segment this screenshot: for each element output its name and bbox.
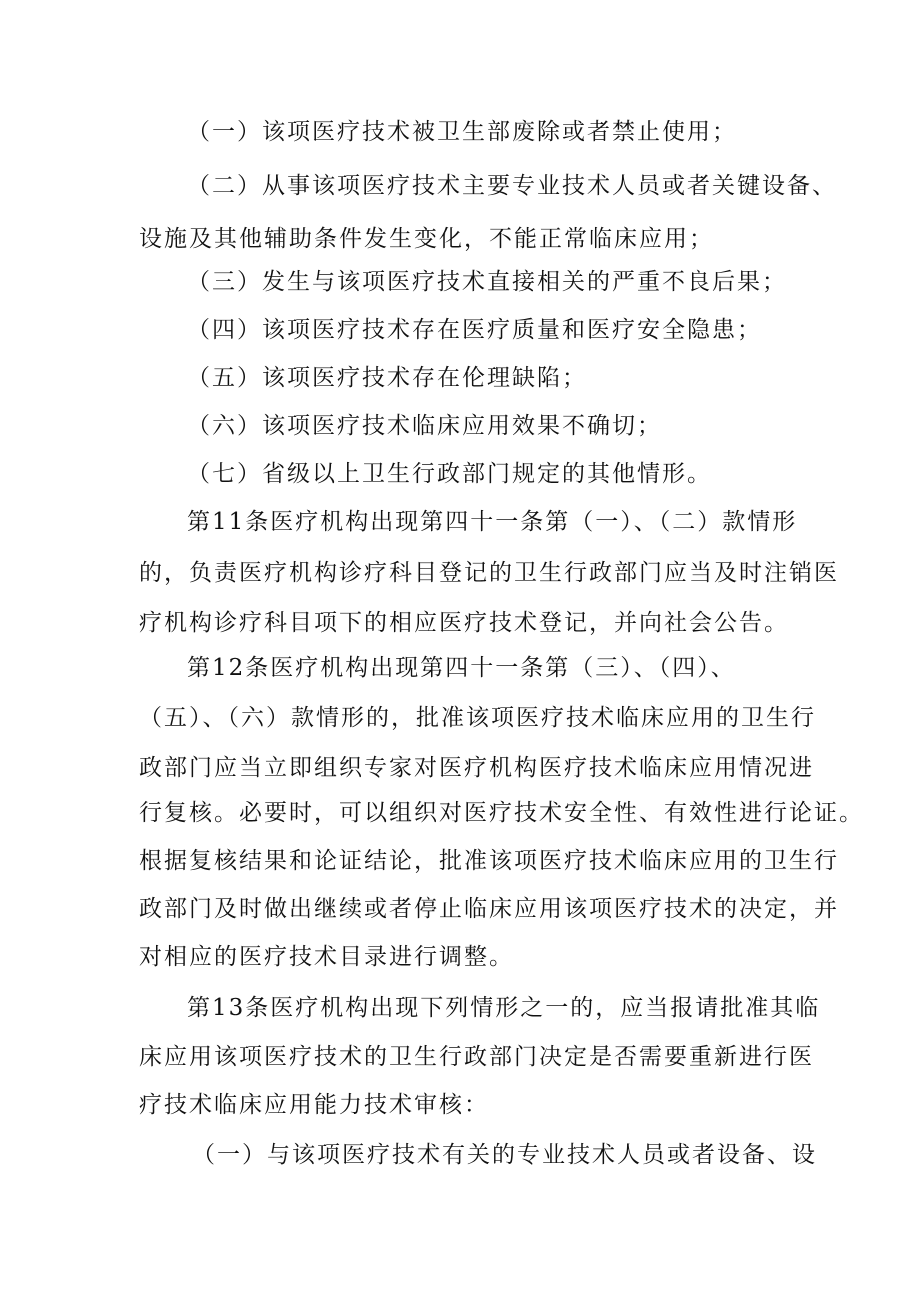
text-line: （一）该项医疗技术被卫生部废除或者禁止使用；: [187, 119, 737, 145]
text-line: 设施及其他辅助条件发生变化，不能正常临床应用；: [139, 226, 714, 252]
text-line: （四）该项医疗技术存在医疗质量和医疗安全隐患；: [187, 317, 762, 343]
text-line: 疗机构诊疗科目项下的相应医疗技术登记，并向社会公告。: [139, 610, 789, 636]
text-line: （七）省级以上卫生行政部门规定的其他情形。: [187, 461, 712, 487]
text-line: 疗技术临床应用能力技术审核：: [139, 1092, 489, 1118]
text-line: （一）与该项医疗技术有关的专业技术人员或者设备、设: [192, 1142, 817, 1168]
text-line: （六）该项医疗技术临床应用效果不确切；: [187, 413, 662, 439]
text-line: （三）发生与该项医疗技术直接相关的严重不良后果；: [187, 269, 787, 295]
text-line: 政部门应当立即组织专家对医疗机构医疗技术临床应用情况进: [139, 755, 814, 781]
text-line: （二）从事该项医疗技术主要专业技术人员或者关键设备、: [187, 173, 837, 199]
text-line: 政部门及时做出继续或者停止临床应用该项医疗技术的决定，并: [139, 896, 839, 922]
text-line: 第13条医疗机构出现下列情形之一的，应当报请批准其临: [187, 995, 821, 1021]
text-line: 对相应的医疗技术目录进行调整。: [139, 944, 514, 970]
text-line: 的，负责医疗机构诊疗科目登记的卫生行政部门应当及时注销医: [139, 560, 839, 586]
text-line: 行复核。必要时，可以组织对医疗技术安全性、有效性进行论证。: [139, 800, 864, 826]
text-line: 第12条医疗机构出现第四十一条第（三）、（四）、: [187, 655, 736, 681]
text-line: 第11条医疗机构出现第四十一条第（一）、（二）款情形: [187, 509, 798, 535]
text-line: 根据复核结果和论证结论，批准该项医疗技术临床应用的卫生行: [139, 848, 839, 874]
text-line: （五）该项医疗技术存在伦理缺陷；: [187, 365, 587, 391]
text-line: 床应用该项医疗技术的卫生行政部门决定是否需要重新进行医: [139, 1044, 814, 1070]
text-line: （五）、（六）款情形的，批准该项医疗技术临床应用的卫生行: [139, 705, 816, 731]
